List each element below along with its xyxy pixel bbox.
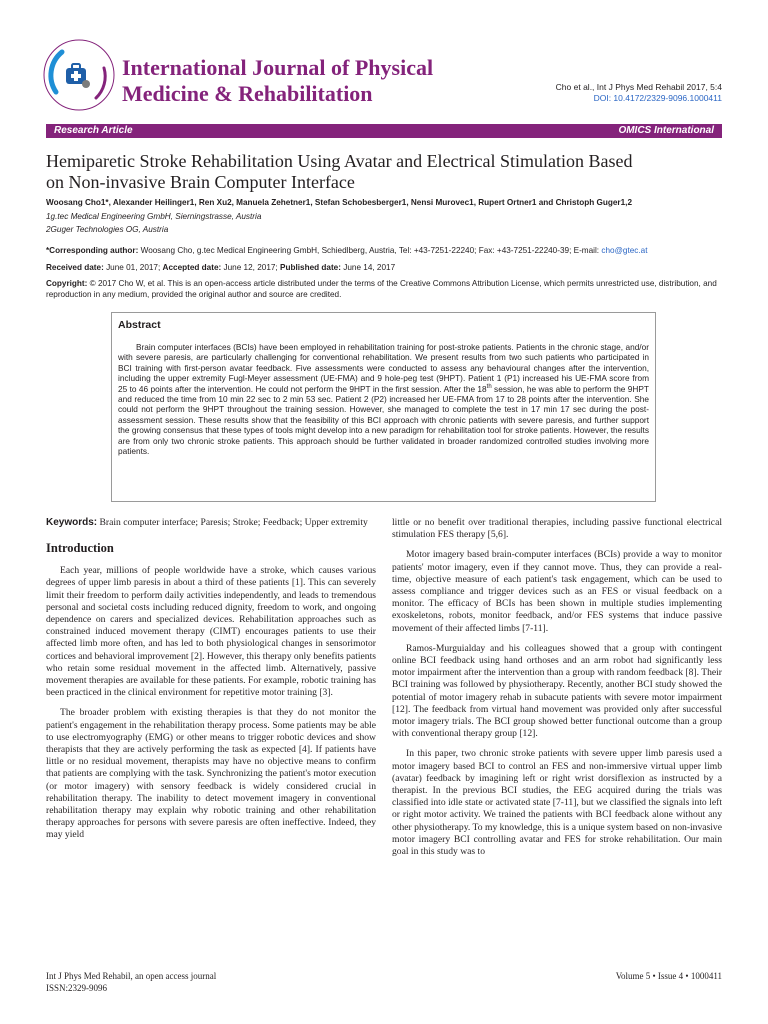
left-column xyxy=(46,517,376,850)
abstract-heading: Abstract xyxy=(118,319,161,331)
journal-title-line1: International Journal of Physical xyxy=(122,55,434,80)
copyright xyxy=(46,278,726,300)
abstract-text xyxy=(118,342,649,456)
footer-issn: ISSN:2329-9096 xyxy=(46,983,108,993)
keywords-label: Keywords: xyxy=(46,517,98,528)
keywords-text: Brain computer interface; Paresis; Stroke; Feedback; Upper extremity xyxy=(97,517,368,528)
citation-block xyxy=(556,82,722,104)
keywords xyxy=(46,517,376,529)
copyright-text: © 2017 Cho W, et al. This is an open-access article distributed under the terms of the Creative Commons Attribution License, which permits unrestricted use, distribution, and reproduction in any medium, provided the original author and source are credited. xyxy=(46,279,717,299)
received-label: Received date: xyxy=(46,263,104,272)
received-date: June 01, 2017; xyxy=(106,263,161,272)
intro-paragraph-4: Motor imagery based brain-computer interfaces (BCIs) provide a way to monitor patients' motor imagery, even if they cannot move. Thus, they can provide a real-time, objective measure of each patient's task engagement, which can be used to assess compliance and trigger devices such as an FES or visual feedback on a monitor. The efficacy of BCIs has been shown in multiple studies implementing exoskeletons, robots, monitor feedback, and/or FES systems that induce passive movement of their affected limbs [7-11]. xyxy=(392,549,722,634)
footer-journal-name: Int J Phys Med Rehabil, an open access journal xyxy=(46,971,217,981)
intro-paragraph-6: In this paper, two chronic stroke patients with severe upper limb paresis used a motor imagery based BCI to control an FES and non-immersive virtual upper limb (avatar) feedback by imagining left or right wrist dorsiflexion as instructed by a therapist. In the previous BCI studies, the EEG acquired during the trials was classified into idle state or activated state [7-11], but we classified the signals into left or right motor activity. We trained the patients with BCI feedback alone without any other physiotherapy. To my knowledge, this is a unique system based on non-invasive motor imagery BCI controlling avatar and FES for stroke rehabilitation. Our main goal in this study was to xyxy=(392,748,722,858)
article-type: Research Article xyxy=(54,125,133,136)
journal-title xyxy=(122,55,433,107)
paper-title-line2: on Non-invasive Brain Computer Interface xyxy=(46,172,355,192)
article-type-bar xyxy=(46,124,722,138)
publisher-name: OMICS International xyxy=(618,125,714,136)
accepted-label: Accepted date: xyxy=(162,263,222,272)
abstract-box xyxy=(111,312,656,502)
accepted-date: June 12, 2017; xyxy=(223,263,278,272)
paper-title xyxy=(46,151,736,193)
intro-paragraph-2: The broader problem with existing therapies is that they do not monitor the patient's engagement in the rehabilitation therapy process. Some patients may be able to use electromyography (EMG) or other means to trigger robotic devices and show therapists that they are actively performing the task as expected [4]. If patients have little or no residual movement, therapists may have no objective means to confirm that patients are complying with the task. Synchronizing the patient's motor execution (or motor imagery) with sensory feedback is widely considered crucial in rehabilitation therapy. The inability to detect movement imagery in conventional rehabilitation therapy may explain why robotic training and other rehabilitation therapy approaches for persons with severe paresis are often ineffective. Indeed, they may yield xyxy=(46,707,376,841)
medical-kit-icon xyxy=(42,38,116,112)
published-label: Published date: xyxy=(280,263,341,272)
abstract-part2: session, he was able to perform the 9HPT and reduced the time from 10 min 22 sec to 2 min 53 sec. Patient 2 (P2) increased her UE-FMA from 17 to 28 points after the intervention. She could not perform the 9HPT throughout the training session. However, she managed to complete the test in 17 min 17 sec during the post-assessment session. These results show that the feasibility of this BCI approach with chronic patients with severe paresis, and further support the growing consensus that these types of tools might develop into a new paradigm for rehabilitation tool for stroke patients. However, the results are from only two chronic stroke patients. This approach should be further validated in broader randomized controlled studies involving more patients. xyxy=(118,383,650,457)
citation: Cho et al., Int J Phys Med Rehabil 2017, 5:4 xyxy=(555,82,722,92)
intro-paragraph-3: little or no benefit over traditional therapies, including passive functional electrical stimulation FES therapy [5,6]. xyxy=(392,517,722,541)
paper-title-line1: Hemiparetic Stroke Rehabilitation Using Avatar and Electrical Stimulation Based xyxy=(46,151,633,171)
correspondence-label: *Corresponding author: xyxy=(46,246,139,255)
footer-journal xyxy=(46,970,216,994)
copyright-label: Copyright: xyxy=(46,279,88,288)
doi-link[interactable]: DOI: 10.4172/2329-9096.1000411 xyxy=(593,93,722,103)
correspondence-text: Woosang Cho, g.tec Medical Engineering GmbH, Schiedlberg, Austria, Tel: +43-7251-22240; Fax: +43-7251-22240-39; E-mail: xyxy=(140,246,600,255)
footer-volume: Volume 5 • Issue 4 • 1000411 xyxy=(615,971,722,981)
right-column xyxy=(392,517,722,866)
affiliation-2: 2Guger Technologies OG, Austria xyxy=(46,225,169,234)
author-list: Woosang Cho1*, Alexander Heilinger1, Ren Xu2, Manuela Zehetner1, Stefan Schobesberger1, Nensi Murovec1, Rupert Ortner1 and Christoph Guger1,2 xyxy=(46,198,633,207)
correspondence xyxy=(46,245,726,256)
abstract-part1: Brain computer interfaces (BCIs) have been employed in rehabilitation training for post-stroke patients. Patients in the chronic stage, and/or with severe paresis, are particularly challenging for conventional rehabilitation. We present results from two such patients who participated in BCI training with first-person avatar feedback. Five assessments were conducted to assess any behavioural changes after the intervention, including the upper extremity Fugl-Meyer assessment (UE-FMA) and 9 hole-peg test (9HPT). Patient 1 (P1) increased his UE-FMA score from 25 to 46 points after the intervention. He could not perform the 9HPT in the first session. After the 18 xyxy=(118,342,649,394)
journal-title-line2: Medicine & Rehabilitation xyxy=(122,81,373,106)
introduction-heading: Introduction xyxy=(46,541,114,556)
affiliation-1: 1g.tec Medical Engineering GmbH, Sierningstrasse, Austria xyxy=(46,212,262,221)
intro-paragraph-5: Ramos-Murguialday and his colleagues showed that a group with contingent online BCI feedback using hand orthoses and an arm robot had significantly less motor impairment after the intervention than a group with random feedback [8]. Their BCI training was followed by physiotherapy. Recently, another BCI study showed the potential of motor imagery rehab in subacute patients with severe motor impairment [12]. The feedback from virtual hand movement was provided only after successful motor imagery trials. The BCI group showed better functional outcome than a group with conventional therapy group [12]. xyxy=(392,642,722,740)
email-link[interactable]: cho@gtec.at xyxy=(601,246,648,255)
intro-paragraph-1: Each year, millions of people worldwide have a stroke, which causes various degrees of upper limb paresis in about a third of these patients [1]. This can severely limit their freedom to perform daily activities independently, and leads to tremendous personal and societal costs including reduced dignity, freedom to work, and ongoing dependence on carers and specialized devices. Rehabilitation approaches such as constrained induced movement therapy (CIMT) encourages patients to use their affected limb more often, and has led to both physiological changes in sensorimotor cortices and behavioral improvement [2]. However, this therapy only benefits patients who retain some residual movement in the affected limb. Alternatively, passive movement therapies are available for these patients. For example, robotic training has been practiced in the clinical environment for repetitive motor training [3]. xyxy=(46,565,376,699)
dates xyxy=(46,262,726,273)
abstract-sup: th xyxy=(486,383,492,390)
published-date: June 14, 2017 xyxy=(343,263,396,272)
